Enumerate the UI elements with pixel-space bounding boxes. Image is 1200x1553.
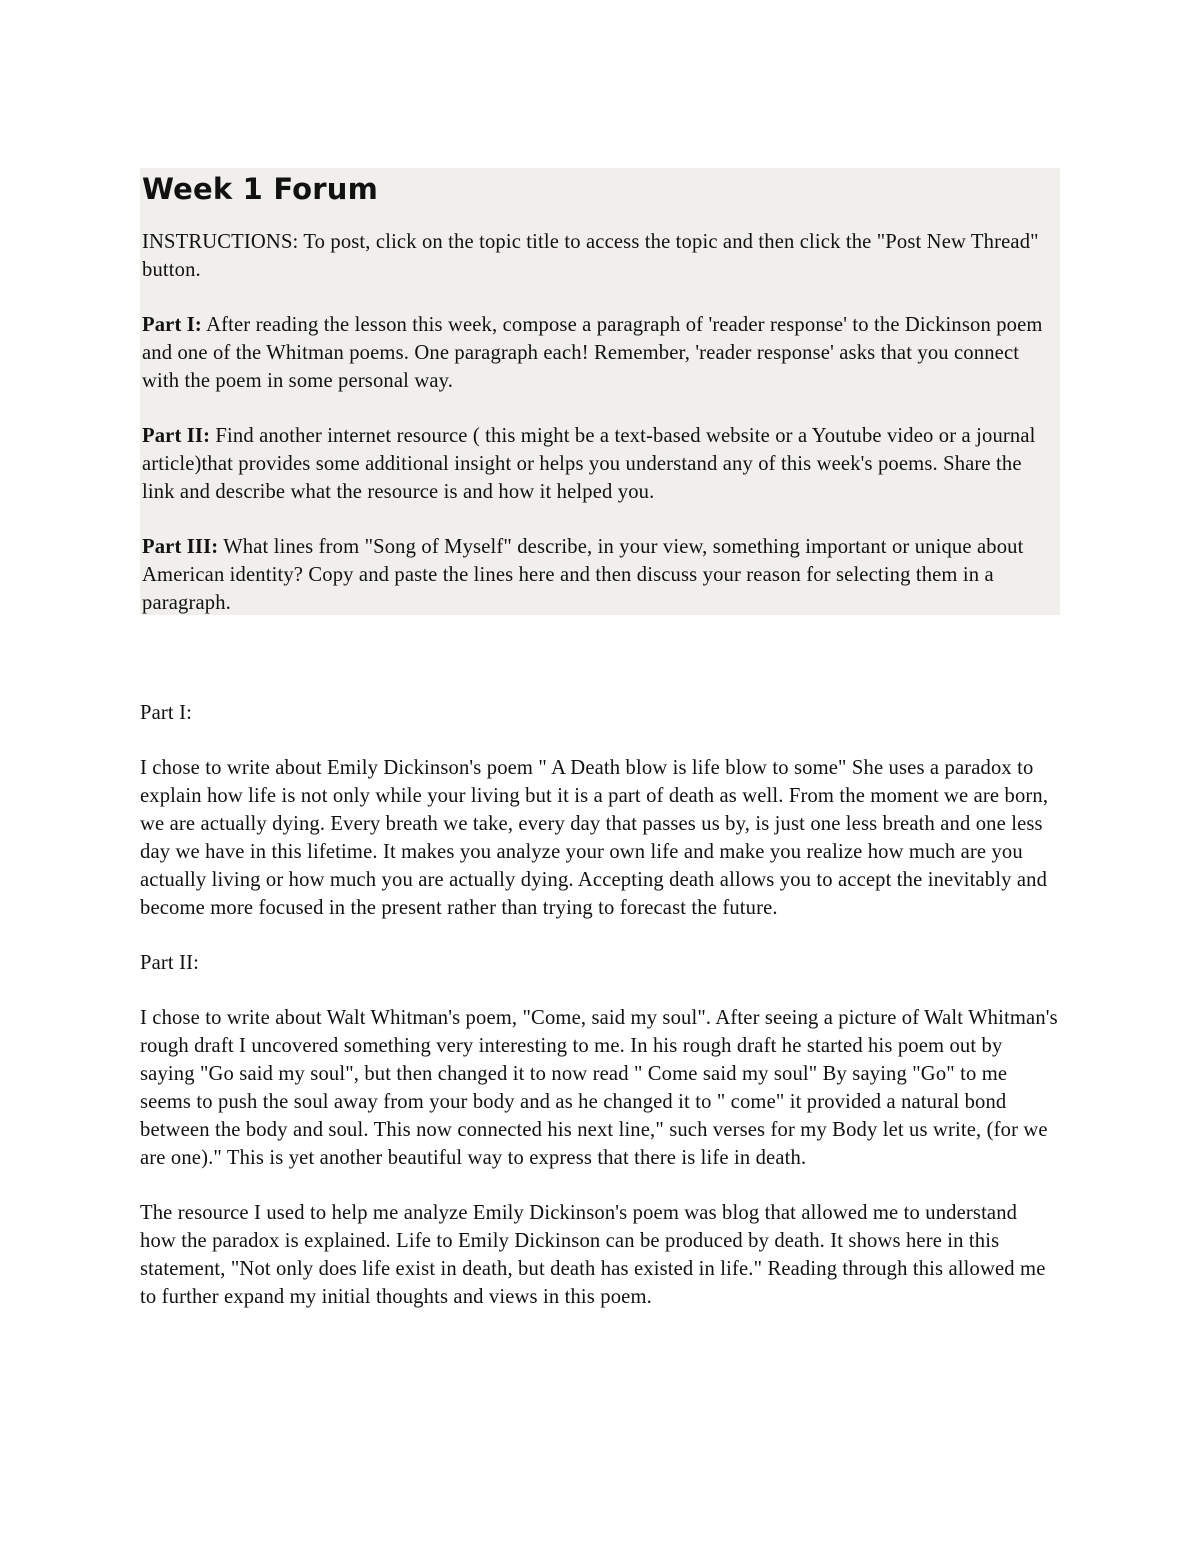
part-2-heading: Part II: xyxy=(140,952,199,974)
part-1-instructions xyxy=(142,311,1056,395)
part-2-response: I chose to write about Walt Whitman's poem, "Come, said my soul". After seeing a picture of Walt Whitman's rough draft I uncovered something very interesting to me. In his rough draft he started his poem out by saying "Go said my soul", but then changed it to now read " Come said my soul" By saying "Go" to me seems to push the soul away from your body and as he changed it to " come" it provided a natural bond between the body and soul. This now connected his next line," such verses for my Body let us write, (for we are one)." This is yet another beautiful way to express that there is life in death. xyxy=(140,1007,1058,1169)
part-3-instructions xyxy=(142,533,1056,617)
response-content xyxy=(140,699,1058,1311)
part-text: Find another internet resource ( this might be a text-based website or a Youtube video or a journal article)that provides some additional insight or helps you understand any of this week's poems. Share the link and describe what the resource is and how it helped you. xyxy=(142,425,1036,503)
instructions-text: INSTRUCTIONS: To post, click on the topic title to access the topic and then click the "Post New Thread" button. xyxy=(142,231,1039,281)
part-1-response: I chose to write about Emily Dickinson's poem " A Death blow is life blow to some" She uses a paradox to explain how life is not only while your living but it is a part of death as well. From the moment we are born, we are actually dying. Every breath we take, every day that passes us by, is just one less breath and one less day we have in this lifetime. It makes you analyze your own life and make you realize how much are you actually living or how much you are actually dying. Accepting death allows you to accept the inevitably and become more focused in the present rather than trying to forecast the future. xyxy=(140,757,1049,919)
resource-response: The resource I used to help me analyze Emily Dickinson's poem was blog that allowed me to understand how the paradox is explained. Life to Emily Dickinson can be produced by death. It shows here in this statement, "Not only does life exist in death, but death has existed in life." Reading through this allowed me to further expand my initial thoughts and views in this poem. xyxy=(140,1202,1046,1308)
part-1-heading: Part I: xyxy=(140,702,192,724)
document-page xyxy=(140,168,1060,1338)
part-text: What lines from "Song of Myself" describe, in your view, something important or unique about American identity? Copy and paste the lines here and then discuss your reason for selecting them in a paragraph. xyxy=(142,536,1024,614)
part-label: Part I: xyxy=(142,314,202,336)
page-title: Week 1 Forum xyxy=(142,172,379,206)
part-text: After reading the lesson this week, compose a paragraph of 'reader response' to the Dickinson poem and one of the Whitman poems. One paragraph each! Remember, 'reader response' asks that you connect with the poem in some personal way. xyxy=(142,314,1043,392)
part-2-instructions xyxy=(142,422,1056,506)
instructions-box xyxy=(140,168,1060,615)
part-label: Part III: xyxy=(142,536,219,558)
part-label: Part II: xyxy=(142,425,211,447)
